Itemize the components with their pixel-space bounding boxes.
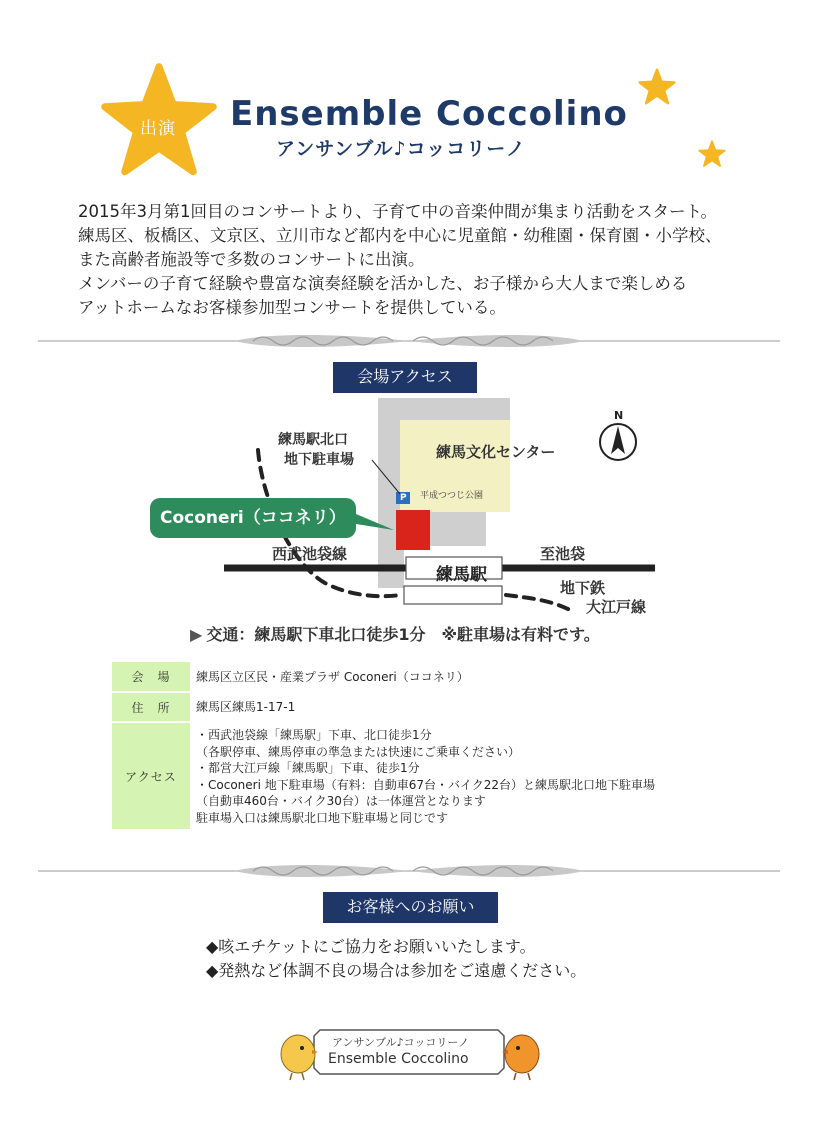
transport-prefix: 交通： [206, 625, 255, 644]
transport-text: 練馬駅下車北口徒歩1分 [254, 625, 426, 644]
parking-label-line1: 練馬駅北口 [278, 432, 348, 448]
intro-line: 練馬区、板橋区、文京区、立川市など都内を中心に児童館・幼稚園・保育園・小学校、 [78, 226, 722, 245]
station-label: 練馬駅 [436, 565, 487, 585]
star-small-icon [698, 140, 726, 168]
ensemble-title-jp: アンサンブル♪コッコリーノ [276, 138, 526, 160]
parking-icon: P [400, 493, 407, 503]
parking-fee-note: ※駐車場は有料です。 [441, 625, 600, 644]
info-value [190, 722, 710, 830]
ornament-divider [38, 861, 780, 881]
venue-access-heading: 会場アクセス [333, 362, 477, 393]
intro-line: アットホームなお客様参加型コンサートを提供している。 [78, 298, 506, 317]
ensemble-title-en: Ensemble Coccolino [230, 94, 628, 134]
table-row [112, 662, 710, 692]
access-line: ・Coconeri 地下駐車場（有料：自動車67台・バイク22台）と練馬駅北口地下駐車場 [196, 777, 656, 792]
list-item: ◆咳エチケットにご協力をお願いいたします。 [206, 937, 536, 956]
compass-n-label: N [614, 409, 624, 422]
info-key: 会 場 [112, 662, 190, 692]
venue-info-table [112, 662, 710, 831]
info-value: 練馬区練馬1-17-1 [190, 692, 710, 722]
triangle-right-icon: ▶ [190, 625, 203, 644]
access-line: 駐車場入口は練馬駅北口地下駐車場と同じです [196, 810, 449, 825]
line-right-label: 至池袋 [540, 545, 586, 563]
table-row [112, 692, 710, 722]
list-item: ◆発熱など体調不良の場合は参加をご遠慮ください。 [206, 961, 587, 980]
star-small-icon [638, 68, 676, 106]
parking-label-line2: 地下駐車場 [284, 452, 354, 468]
intro-line: メンバーの子育て経験や豊富な演奏経験を活かした、お子様から大人まで楽しめる [78, 274, 688, 293]
table-row [112, 722, 710, 830]
line-left-label: 西武池袋線 [272, 545, 348, 563]
logo-text-jp: アンサンブル♪コッコリーノ [332, 1036, 470, 1049]
park-label: 平成つつじ公園 [420, 491, 484, 501]
performance-badge: 出演 [140, 119, 176, 139]
intro-line: 2015年3月第1回目のコンサートより、子育て中の音楽仲間が集まり活動をスタート。 [78, 202, 718, 221]
ornament-divider [38, 331, 780, 351]
logo-text-en: Ensemble Coccolino [328, 1051, 469, 1067]
transport-info [190, 622, 600, 645]
requests-heading: お客様へのお願い [323, 892, 498, 923]
info-key: アクセス [112, 722, 190, 830]
access-line: （各駅停車、練馬停車の準急または快速にご乗車ください） [196, 744, 521, 759]
intro-line: また高齢者施設等で多数のコンサートに出演。 [78, 250, 425, 269]
culture-center-label: 練馬文化センター [436, 443, 556, 461]
intro-text [78, 200, 758, 320]
subway-label-1: 地下鉄 [560, 579, 606, 597]
access-line: ・都営大江戸線「練馬駅」下車、徒歩1分 [196, 761, 420, 775]
access-line: ・西武池袋線「練馬駅」下車、北口徒歩1分 [196, 728, 432, 742]
info-key: 住 所 [112, 692, 190, 722]
subway-label-2: 大江戸線 [586, 598, 647, 616]
venue-callout-label: Coconeri（ココネリ） [160, 508, 346, 528]
requests-list [206, 935, 586, 983]
info-value: 練馬区立区民・産業プラザ Coconeri（ココネリ） [190, 662, 710, 692]
venue-building [396, 510, 430, 550]
access-line: （自動車460台・バイク30台）は一体運営となります [196, 794, 486, 808]
